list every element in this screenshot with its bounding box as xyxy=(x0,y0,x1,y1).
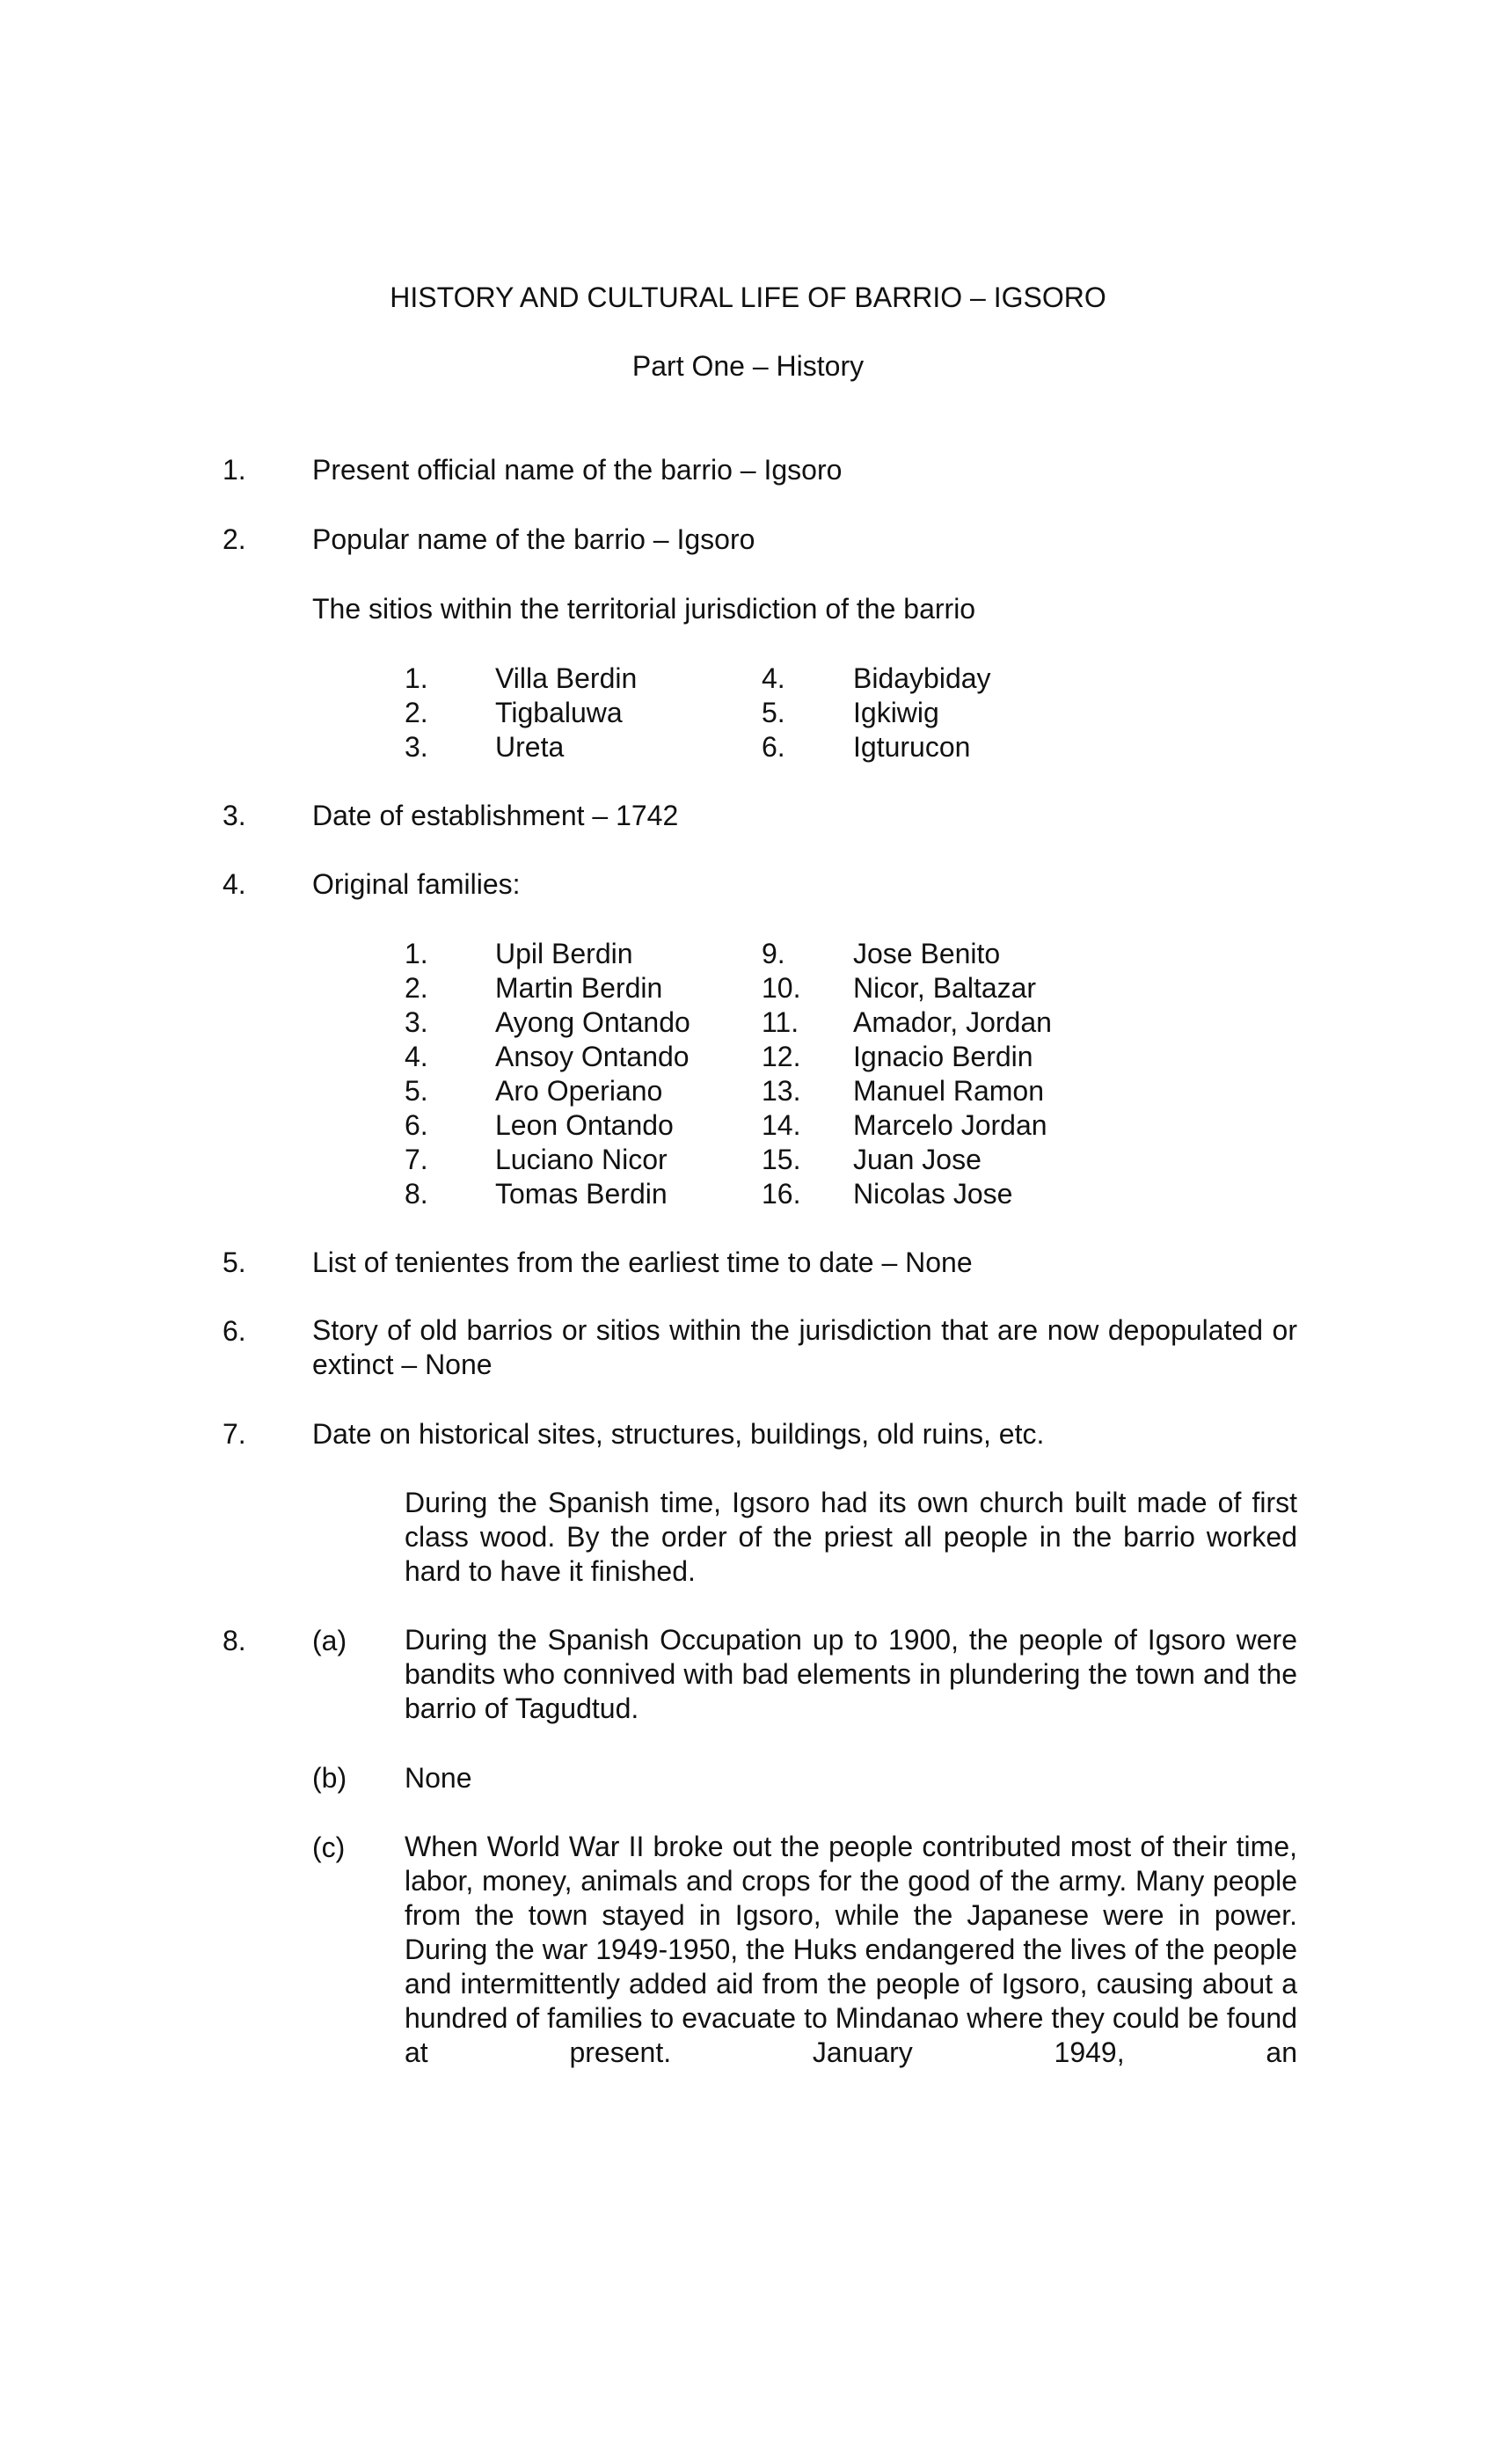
family-name: Nicor, Baltazar xyxy=(853,972,1037,1004)
item-8-number: 8. xyxy=(223,1625,246,1656)
sitio-number: 4. xyxy=(762,662,785,694)
family-number: 8. xyxy=(405,1178,428,1210)
family-number: 2. xyxy=(405,972,428,1004)
family-name: Nicolas Jose xyxy=(853,1178,1013,1210)
family-number: 6. xyxy=(405,1109,428,1141)
family-number: 12. xyxy=(762,1041,801,1072)
sitio-name: Igturucon xyxy=(853,731,971,763)
item-6-number: 6. xyxy=(223,1315,246,1347)
item-1-text: Present official name of the barrio – Igsoro xyxy=(312,454,843,486)
sitio-name: Ureta xyxy=(495,731,565,763)
item-2-number: 2. xyxy=(223,523,246,555)
item-4-number: 4. xyxy=(223,868,246,900)
document-title: HISTORY AND CULTURAL LIFE OF BARRIO – IGSORO xyxy=(390,281,1106,313)
family-name: Martin Berdin xyxy=(495,972,663,1004)
family-number: 13. xyxy=(762,1075,801,1107)
item-8a-label: (a) xyxy=(312,1625,347,1656)
family-name: Ayong Ontando xyxy=(495,1006,690,1038)
sitio-name: Bidaybiday xyxy=(853,662,991,694)
family-name: Ansoy Ontando xyxy=(495,1041,690,1072)
family-name: Tomas Berdin xyxy=(495,1178,668,1210)
item-7-paragraph: During the Spanish time, Igsoro had its own church built made of first class wood. By the order of the priest all people in the barrio worked hard to have it finished. xyxy=(405,1487,1297,1587)
item-8a-text: During the Spanish Occupation up to 1900, the people of Igsoro were bandits who connived with bad elements in plundering the town and the barrio of Tagudtud. xyxy=(405,1624,1297,1724)
family-name: Aro Operiano xyxy=(495,1075,663,1107)
sitio-name: Igkiwig xyxy=(853,697,939,728)
family-number: 10. xyxy=(762,972,801,1004)
item-2-text: Popular name of the barrio – Igsoro xyxy=(312,523,755,555)
family-number: 3. xyxy=(405,1006,428,1038)
family-name: Luciano Nicor xyxy=(495,1144,668,1175)
family-number: 9. xyxy=(762,938,785,969)
item-1-number: 1. xyxy=(223,454,246,486)
item-8c-text: When World War II broke out the people contributed most of their time, labor, money, animals and crops for the good of the army. Many people from the town stayed in Igsoro, while the Japanese were in power. During the war 1949-1950, the Huks endangered the lives of the people and intermittently added aid from the people of Igsoro, causing about a hundred of families to evacuate to Mindanao where they could be found at present. January 1949, an xyxy=(405,1831,1297,2068)
document-subtitle: Part One – History xyxy=(631,350,865,382)
family-name: Marcelo Jordan xyxy=(853,1109,1047,1141)
item-8b-label: (b) xyxy=(312,1762,347,1794)
family-number: 11. xyxy=(762,1006,799,1038)
item-7-text: Date on historical sites, structures, buildings, old ruins, etc. xyxy=(312,1418,1045,1450)
family-number: 5. xyxy=(405,1075,428,1107)
family-name: Manuel Ramon xyxy=(853,1075,1044,1107)
sitio-number: 1. xyxy=(405,662,428,694)
sitio-number: 2. xyxy=(405,697,428,728)
item-5-number: 5. xyxy=(223,1247,246,1278)
sitios-intro: The sitios within the territorial jurisdiction of the barrio xyxy=(312,593,976,625)
family-number: 16. xyxy=(762,1178,801,1210)
family-name: Amador, Jordan xyxy=(853,1006,1052,1038)
sitio-name: Villa Berdin xyxy=(495,662,638,694)
family-name: Juan Jose xyxy=(853,1144,982,1175)
sitio-number: 3. xyxy=(405,731,428,763)
family-number: 7. xyxy=(405,1144,428,1175)
family-name: Upil Berdin xyxy=(495,938,633,969)
item-3-text: Date of establishment – 1742 xyxy=(312,800,679,831)
item-5-text: List of tenientes from the earliest time to date – None xyxy=(312,1247,973,1278)
item-8c-label: (c) xyxy=(312,1832,346,1863)
sitio-number: 6. xyxy=(762,731,785,763)
family-number: 4. xyxy=(405,1041,428,1072)
sitio-number: 5. xyxy=(762,697,785,728)
family-name: Leon Ontando xyxy=(495,1109,674,1141)
item-7-number: 7. xyxy=(223,1418,246,1450)
family-number: 15. xyxy=(762,1144,801,1175)
family-name: Jose Benito xyxy=(853,938,1001,969)
family-name: Ignacio Berdin xyxy=(853,1041,1033,1072)
family-number: 14. xyxy=(762,1109,801,1141)
item-8b-text: None xyxy=(405,1762,472,1794)
family-number: 1. xyxy=(405,938,428,969)
item-4-text: Original families: xyxy=(312,868,521,900)
item-6-text: Story of old barrios or sitios within the jurisdiction that are now depopulated or extinct – None xyxy=(312,1314,1297,1380)
sitio-name: Tigbaluwa xyxy=(495,697,623,728)
item-3-number: 3. xyxy=(223,800,246,831)
